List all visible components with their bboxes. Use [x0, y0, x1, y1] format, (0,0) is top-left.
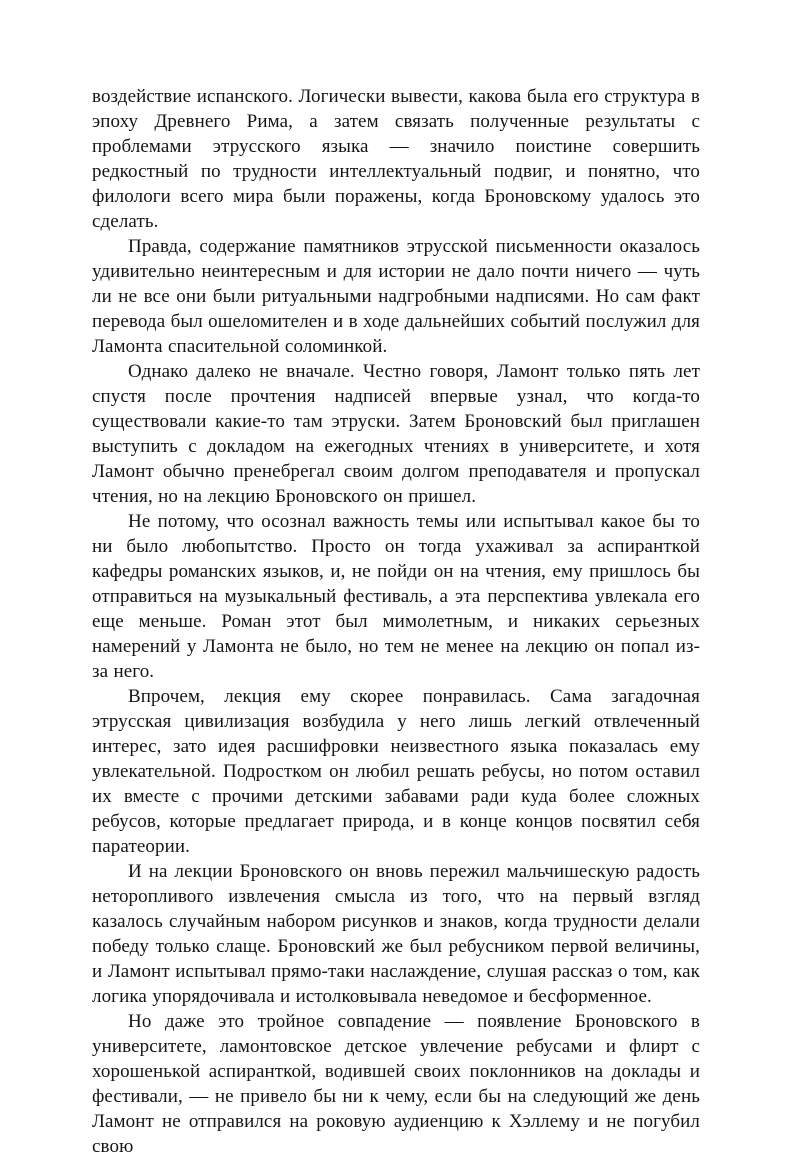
paragraph: И на лекции Броновского он вновь пережил мальчишескую радость неторопливого извлечения смысла из того, что на первый взгляд казалось случайным набором рисунков и знаков, когда трудности делали победу только слаще. Броновский же был ребусником первой величины, и Ламонт испытывал прямо-таки наслаждение, слушая рассказ о том, как логика упорядочивала и истолковывала неведомое и бесформенное.: [92, 861, 700, 1007]
paragraph: Не потому, что осознал важность темы или испытывал какое бы то ни было любопытство. Просто он тогда ухаживал за аспиранткой кафедры романских языков, и, не пойди он на чтения, ему пришлось бы отправиться на музыкальный фестиваль, а эта перспектива увлекала его еще меньше. Роман этот был мимолетным, и никаких серьезных намерений у Ламонта не было, но тем не менее на лекцию он попал из-за него.: [92, 511, 700, 682]
text-block: [92, 84, 700, 1159]
paragraph: Но даже это тройное совпадение — появление Броновского в университете, ламонтовское детское увлечение ребусами и флирт с хорошенькой аспиранткой, водившей своих поклонников на доклады и фестивали, — не привело бы ни к чему, если бы на следующий же день Ламонт не отправился на роковую аудиенцию к Хэллему и не погубил свою: [92, 1011, 700, 1157]
paragraph: Правда, содержание памятников этрусской письменности оказалось удивительно неинтересным и для истории не дало почти ничего — чуть ли не все они были ритуальными надгробными надписями. Но сам факт перевода был ошеломителен и в ходе дальнейших событий послужил для Ламонта спасительной соломинкой.: [92, 236, 700, 357]
paragraph: Однако далеко не вначале. Честно говоря, Ламонт только пять лет спустя после прочтения надписей впервые узнал, что когда-то существовали какие-то там этруски. Затем Броновский был приглашен выступить с докладом на ежегодных чтениях в университете, и хотя Ламонт обычно пренебрегал своим долгом преподавателя и пропускал чтения, но на лекцию Броновского он пришел.: [92, 361, 700, 507]
paragraph-continuation: воздействие испанского. Логически вывести, какова была его структура в эпоху Древнего Рима, а затем связать полученные результаты с проблемами этрусского языка — значило поистине совершить редкостный по трудности интеллектуальный подвиг, и понятно, что филологи всего мира были поражены, когда Броновскому удалось это сделать.: [92, 86, 700, 232]
paragraph: Впрочем, лекция ему скорее понравилась. Сама загадочная этрусская цивилизация возбудила у него лишь легкий отвлеченный интерес, зато идея расшифровки неизвестного языка показалась ему увлекательной. Подростком он любил решать ребусы, но потом оставил их вместе с прочими детскими забавами ради куда более сложных ребусов, которые предлагает природа, и в конце концов посвятил себя паратеории.: [92, 686, 700, 857]
